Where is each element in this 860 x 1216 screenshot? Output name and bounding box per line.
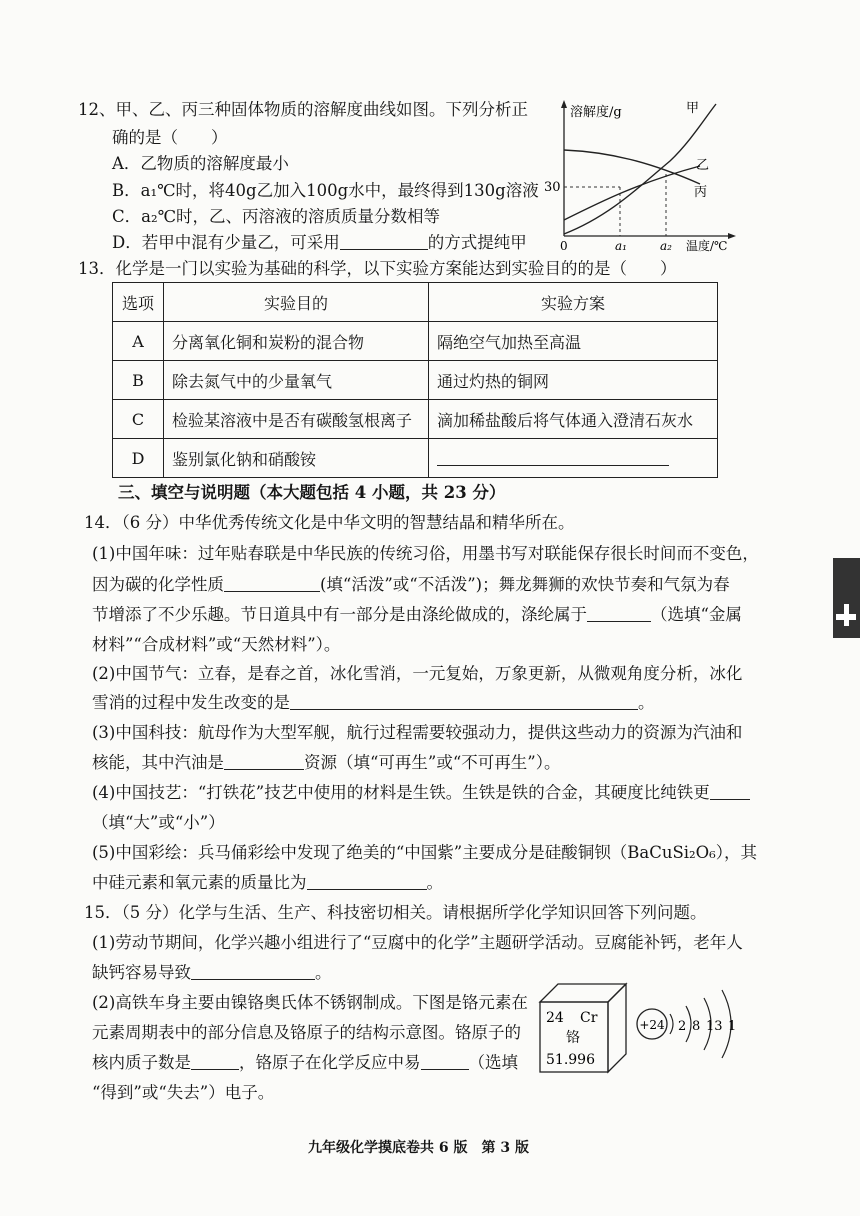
q14-p2-line2: 雪消的过程中发生改变的是 。 [92, 693, 655, 712]
q14-blank-4[interactable] [224, 753, 304, 770]
q14-blank-5[interactable] [710, 783, 750, 800]
x-axis-arrow [728, 233, 736, 239]
row-goal: 除去氮气中的少量氧气 [164, 361, 429, 400]
q12-stem-line1: 12、甲、乙、丙三种固体物质的溶解度曲线如图。下列分析正 [78, 100, 528, 119]
q12-option-a: A．乙物质的溶解度最小 [112, 154, 289, 173]
shell-count-2: 8 [692, 1019, 701, 1034]
legend-bing: 丙 [694, 185, 708, 200]
atomic-mass: 51.996 [546, 1052, 595, 1068]
row-option: B [113, 361, 164, 400]
series-bing [564, 150, 700, 184]
q15-blank-3[interactable] [421, 1053, 469, 1070]
q14-p1-line1: (1)中国年味：过年贴春联是中华民族的传统习俗，用墨书写对联能保存很长时间而不变色， [92, 544, 759, 563]
x-axis-label: 温度/℃ [686, 239, 728, 252]
q14-p3-line2: 核能，其中汽油是 资源（填“可再生”或“不可再生”）。 [92, 753, 561, 772]
shell-count-3: 13 [706, 1019, 723, 1034]
q14-p2-line1: (2)中国节气：立春，是春之首，冰化雪消，一元复始，万象更新，从微观角度分析，冰化 [92, 664, 743, 683]
q14-p1-line2: 因为碳的化学性质 (填“活泼”或“不活泼”)；舞龙舞狮的欢快节奏和气氛为春 [92, 575, 730, 594]
binding-edge-mark-stem [844, 604, 849, 626]
q12-blank-d[interactable] [340, 233, 428, 250]
row-plan: 滴加稀盐酸后将气体通入澄清石灰水 [429, 400, 718, 439]
q14-p5-line1: (5)中国彩绘：兵马俑彩绘中发现了绝美的“中国紫”主要成分是硅酸铜钡（BaCuSi₂O₆），其 [92, 843, 758, 862]
q14-p4-line1: (4)中国技艺：“打铁花”技艺中使用的材料是生铁。生铁是铁的合金，其硬度比纯铁更 [92, 782, 750, 804]
legend-jia: 甲 [686, 101, 700, 116]
binding-edge-tab [833, 558, 860, 638]
q12-option-c: C．a₂℃时，乙、丙溶液的溶质质量分数相等 [112, 207, 441, 226]
q12-option-d: D．若甲中混有少量乙，可采用 的方式提纯甲 [112, 233, 527, 252]
row-option: C [113, 400, 164, 439]
table-row [113, 439, 718, 478]
element-name: 铬 [566, 1030, 580, 1046]
row-goal: 鉴别氯化钠和硝酸铵 [164, 439, 429, 478]
q14-p3-line1: (3)中国科技：航母作为大型军舰，航行过程需要较强动力，提供这些动力的资源为汽油和 [92, 723, 743, 742]
nucleus-charge: +24 [639, 1018, 665, 1032]
q14-p1-line4: 材料”“合成材料”或“天然材料”）。 [92, 635, 341, 654]
q15-blank-1[interactable] [191, 963, 315, 980]
table-row [113, 322, 718, 361]
atom-structure-diagram [634, 986, 744, 1066]
row-goal: 检验某溶液中是否有碳酸氢根离子 [164, 400, 429, 439]
q14-blank-3[interactable] [290, 693, 638, 710]
q14-stem: 14．（6 分）中华优秀传统文化是中华文明的智慧结晶和精华所在。 [84, 513, 575, 532]
y-axis-arrow [561, 100, 567, 108]
row-plan: 隔绝空气加热至高温 [429, 322, 718, 361]
q15-p1-line1: (1)劳动节期间，化学兴趣小组进行了“豆腐中的化学”主题研学活动。豆腐能补钙，老年人 [92, 933, 743, 952]
solubility-chart [540, 96, 740, 252]
q14-blank-2[interactable] [587, 605, 651, 622]
q14-p4-line2: （填“大”或“小”） [92, 813, 225, 832]
electron-shell-1 [670, 1014, 673, 1034]
header-plan: 实验方案 [429, 283, 718, 322]
shell-count-4: 1 [728, 1019, 737, 1034]
q15-p1-line2: 缺钙容易导致 。 [92, 963, 332, 982]
q13-table [112, 282, 718, 478]
x-tick-a2: a₂ [660, 239, 672, 252]
card-side-face [608, 984, 626, 1072]
q15-stem: 15．（5 分）化学与生活、生产、科技密切相关。请根据所学化学知识回答下列问题。 [84, 903, 707, 922]
q12-option-b: B．a₁℃时，将40g乙加入100g水中，最终得到130g溶液 [112, 181, 539, 200]
row-goal: 分离氧化铜和炭粉的混合物 [164, 322, 429, 361]
row-option: A [113, 322, 164, 361]
row-plan: 通过灼热的铜网 [429, 361, 718, 400]
row-plan-blank-cell [429, 439, 718, 478]
q13-blank-d[interactable] [437, 449, 669, 466]
origin-label: 0 [560, 239, 568, 252]
q15-p2-line2: 元素周期表中的部分信息及铬原子的结构示意图。铬原子的 [92, 1023, 521, 1042]
q14-blank-6[interactable] [307, 873, 427, 890]
q15-p2-line4: “得到”或“失去”）电子。 [92, 1083, 275, 1102]
q12-stem-line2: 确的是（ ） [112, 128, 228, 147]
q14-blank-1[interactable] [224, 575, 320, 592]
card-top-face [540, 984, 626, 1002]
q15-p2-line1: (2)高铁车身主要由镍铬奥氏体不锈钢制成。下图是铬元素在 [92, 993, 528, 1012]
q14-p1-line3: 节增添了不少乐趣。节日道具中有一部分是由涤纶做成的，涤纶属于 （选填“金属 [92, 605, 742, 624]
y-tick-30: 30 [544, 180, 561, 195]
electron-shell-2 [686, 1006, 691, 1042]
series-jia [564, 104, 716, 234]
page-footer: 九年级化学摸底卷共 6 版 第 3 版 [308, 1140, 529, 1156]
table-header-row [113, 283, 718, 322]
q14-p5-line2: 中硅元素和氧元素的质量比为 。 [92, 873, 443, 892]
y-axis-label: 溶解度/g [570, 105, 622, 120]
shell-count-1: 2 [678, 1019, 687, 1034]
table-row [113, 361, 718, 400]
element-symbol: Cr [580, 1010, 598, 1026]
q13-stem: 13．化学是一门以实验为基础的科学，以下实验方案能达到实验目的的是（ ） [78, 259, 677, 278]
section-heading: 三、填空与说明题（本大题包括 4 小题，共 23 分） [118, 483, 506, 502]
header-option: 选项 [113, 283, 164, 322]
row-option: D [113, 439, 164, 478]
q15-p2-line3: 核内质子数是 ，铬原子在化学反应中易 （选填 [92, 1053, 518, 1072]
legend-yi: 乙 [696, 158, 710, 173]
x-tick-a1: a₁ [615, 239, 627, 252]
table-row [113, 400, 718, 439]
header-goal: 实验目的 [164, 283, 429, 322]
atomic-number: 24 [546, 1010, 564, 1026]
q15-blank-2[interactable] [191, 1053, 239, 1070]
element-card-chromium [536, 980, 630, 1076]
